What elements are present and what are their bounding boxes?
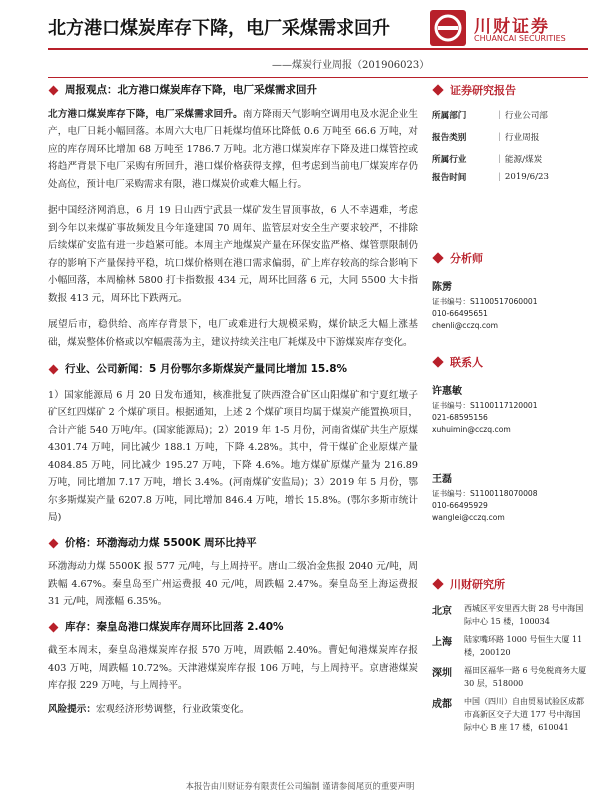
diamond-bullet-icon [432,84,443,95]
summary-paragraph-2: 据中国经济网消息，6 月 19 日山西宁武县一煤矿发生冒顶事故，6 人不幸遇难，考虑到今年以来煤矿事故频发且今年逢建国 70 周年、监管层对安全生产要求较严，不排除后续煤矿安监有进一步趋紧可能。本周主产地煤炭产量在环保安监严格、煤管票限制仍存的影响下产量保持平稳，坑口煤价格则在港口需求偏弱，矿上库存较高的综合影响下小幅回落，本周榆林 5800 打卡指数报 434 元，周环比回落 6 元，大同 5500 大卡指数报 413 元，周环比下跌两元。 [48,205,418,304]
diamond-bullet-icon [432,578,443,589]
logo-mark-icon [430,10,466,46]
diamond-bullet-icon [432,252,443,263]
info-key: 所属行业 [432,155,467,165]
office-city: 深圳 [432,668,452,679]
institute-heading [432,576,588,592]
contact-heading-text: 联系人 [450,356,483,369]
contact-phone: 021-68595156 [432,413,488,422]
sidebar [432,82,588,739]
office-address: 陆家嘴环路 1000 号恒生大厦 11 楼，200120 [464,635,583,657]
page-footer: 本报告由川财证券有限责任公司编制 谨请参阅尾页的重要声明 [185,781,415,791]
risk-body: 宏观经济形势调整，行业政策变化。 [95,703,250,715]
contact-card [432,470,588,524]
contact-phone: 010-66495929 [432,501,488,510]
diamond-bullet-icon [49,622,59,632]
price-body: 环渤海动力煤 5500K 报 577 元/吨，与上周持平。唐山二级冶金焦报 2040 元/吨，周跌幅 4.67%。秦皇岛至广州运费报 40 元/吨，周跌幅 2.47%。秦皇岛至上海运费报 31 元/吨，周涨幅 6.35%。 [48,561,418,607]
office-list [432,602,588,734]
inventory-heading [48,619,418,637]
diamond-bullet-icon [49,365,59,375]
summary-heading [48,82,418,100]
analyst-email[interactable]: chenli@cczq.com [432,321,499,330]
logo-text-cn: 川财证券 [474,17,550,37]
price-heading-text: 价格：环渤海动力煤 5500K 周环比持平 [65,536,257,549]
diamond-bullet-icon [49,86,59,96]
info-row: 报告时间 | 2019/6/23 [432,168,588,186]
office-city: 北京 [432,606,452,617]
risk-note [48,701,418,719]
contact-email[interactable]: xuhuimin@cczq.com [432,425,511,434]
info-value: 能源/煤炭 [504,155,543,165]
header-divider [48,48,588,50]
risk-label: 风险提示： [48,703,96,715]
industry-news-body: 1）国家能源局 6 月 20 日发布通知，核准批复了陕西澄合矿区山阳煤矿和宁夏红墩子矿区红四煤矿 2 个煤矿项目。根据通知，上述 2 个煤矿项目均属于煤炭产能置换项目，合计产能 540 万吨/年。(国家能源局)；2）2019 年 1-5 月份，河南省煤矿共生产原煤 4301.74 万吨，同比减少 188.1 万吨，下降 4.28%。其中，骨干煤矿企业原煤产量 4084.85 万吨，同比减少 195.27 万吨，下降 4.6%。地方煤矿原煤产量为 216.89 万吨，同比增加 7.17 万吨，增长 3.4%。(河南煤矿安监局)；3）2019 年 5 月份，鄂尔多斯煤炭产量 6207.8 万吨，同比增加 846.4 万吨，增长 15.8%。(鄂尔多斯市统计局) [48,389,418,523]
analyst-phone: 010-66495651 [432,309,488,318]
analyst-name: 陈雳 [432,282,452,293]
report-info-heading [432,82,588,98]
inventory-body: 截至本周末，秦皇岛港煤炭库存报 570 万吨，周跌幅 2.40%。曹妃甸港煤炭库存报 403 万吨，周跌幅 10.72%。天津港煤炭库存报 106 万吨，与上周持平。京唐港煤炭库存报 229 万吨，与上周持平。 [48,645,418,691]
office-item [432,633,588,659]
info-row: 所属部门 | 行业公司部 [432,106,588,124]
inventory-heading-text: 库存：秦皇岛港口煤炭库存周环比回落 2.40% [65,620,284,633]
logo-text-en: CHUANCAI SECURITIES [474,34,566,43]
info-row: 报告类别 | 行业周报 [432,128,588,146]
info-row: 所属行业 | 能源/煤炭 [432,150,588,168]
report-info-table [432,106,588,186]
analyst-card [432,278,588,332]
office-item [432,602,588,628]
diamond-bullet-icon [49,538,59,548]
analyst-heading-text: 分析师 [450,252,483,265]
page-subtitle: ——煤炭行业周报（201906023） [272,60,430,71]
contact-name: 许惠敏 [432,386,462,397]
analyst-heading [432,250,588,266]
industry-news-heading [48,361,418,379]
office-city: 上海 [432,637,452,648]
page-title: 北方港口煤炭库存下降，电厂采煤需求回升 [48,18,390,39]
office-item [432,695,588,734]
contact-card [432,382,588,436]
industry-news-heading-text: 行业、公司新闻：5 月份鄂尔多斯煤炭产量同比增加 15.8% [65,363,348,375]
office-address: 福田区福华一路 6 号免税商务大厦 30 层，518000 [464,666,587,688]
main-content [48,82,418,718]
info-value: 行业周报 [504,133,540,143]
office-city: 成都 [432,699,452,710]
contact-email[interactable]: wanglei@cczq.com [432,513,505,522]
contact-cert: 证书编号：S1100118070008 [432,489,538,498]
contact-name: 王磊 [432,474,452,485]
summary-heading-text: 周报观点：北方港口煤炭库存下降，电厂采煤需求回升 [65,84,317,96]
info-value: 行业公司部 [504,111,548,121]
diamond-bullet-icon [432,356,443,367]
report-info-heading-text: 证券研究报告 [450,84,516,97]
subtitle-divider [48,77,588,78]
office-address: 西城区平安里西大街 28 号中海国际中心 15 楼，100034 [464,604,584,626]
contact-cert: 证书编号：S1100117120001 [432,401,538,410]
office-item [432,664,588,690]
summary-body-1: 南方降雨天气影响空调用电及水泥企业生产，电厂日耗小幅回落。本周六大电厂日耗煤均值环比降低 0.6 万吨至 66.6 万吨，对应的库存周环比增加 68 万吨至 1786.7 万吨。北方港口煤炭库存下降及进口煤管控或将趋严背景下电厂采购有所回升，港口煤价格获得支撑，但考虑到当前电厂煤炭库存仍处高位，预计电厂采购需求有限，港口煤炭价或难大幅上行。 [48,108,419,190]
office-address: 中国（四川）自由贸易试验区成都市高新区交子大道 177 号中海国际中心 B 座 17 楼，610041 [464,697,584,732]
info-key: 报告时间 [432,173,467,183]
summary-lead: 北方港口煤炭库存下降，电厂采煤需求回升。 [48,108,243,120]
summary-paragraph-1 [48,106,418,194]
summary-paragraph-3: 展望后市，稳供给、高库存背景下，电厂或难进行大规模采购，煤价缺乏大幅上涨基础，煤炭整体价格或以窄幅震荡为主，建议持续关注电厂耗煤及中下游煤炭库存变化。 [48,319,418,348]
institute-heading-text: 川财研究所 [450,578,505,591]
info-key: 所属部门 [432,111,467,121]
price-heading [48,535,418,553]
contact-heading [432,354,588,370]
brand-logo [430,10,588,50]
info-value: 2019/6/23 [504,172,549,182]
info-key: 报告类别 [432,133,467,143]
analyst-cert: 证书编号：S1100517060001 [432,297,538,306]
